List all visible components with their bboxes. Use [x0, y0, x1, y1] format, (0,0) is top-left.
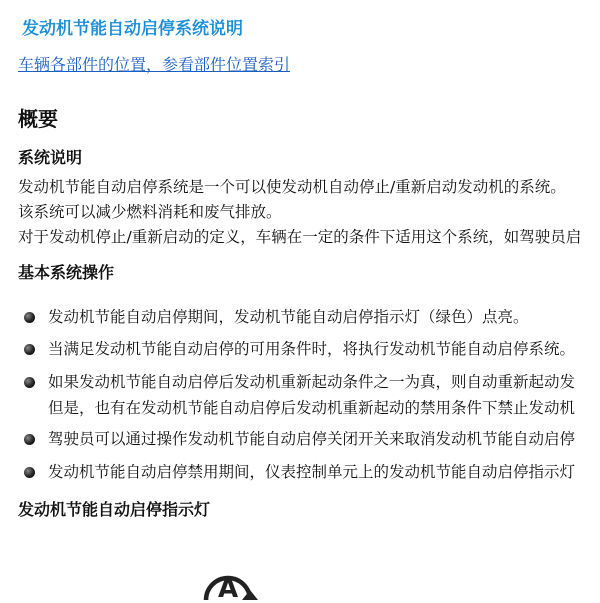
list-item-text: 驾驶员可以通过操作发动机节能自动启停关闭开关来取消发动机节能自动启停	[48, 430, 576, 448]
overview-heading: 概要	[18, 107, 58, 131]
overview-paragraph-2: 该系统可以减少燃料消耗和废气排放。	[18, 203, 282, 221]
bullet-icon	[24, 312, 35, 323]
list-item-text: 当满足发动机节能自动启停的可用条件时，将执行发动机节能自动启停系统。	[48, 340, 576, 358]
list-item-text: 但是，也有在发动机节能自动启停后发动机重新起动的禁用条件下禁止发动机	[48, 399, 576, 417]
bullet-icon	[24, 467, 35, 478]
list-item-text: 发动机节能自动启停禁用期间，仪表控制单元上的发动机节能自动启停指示灯	[48, 463, 576, 481]
auto-stop-start-icon	[190, 550, 270, 603]
overview-paragraph-3: 对于发动机停止/重新启动的定义，车辆在一定的条件下适用这个系统，如驾驶员启	[18, 228, 582, 246]
bullet-icon	[24, 344, 35, 355]
list-item-text: 如果发动机节能自动启停后发动机重新起动条件之一为真，则自动重新起动发	[48, 373, 576, 391]
bullet-icon	[24, 377, 35, 388]
overview-paragraph-1: 发动机节能自动启停系统是一个可以使发动机自动停止/重新启动发动机的系统。	[18, 178, 566, 196]
bullet-icon	[24, 434, 35, 445]
indicator-heading: 发动机节能自动启停指示灯	[18, 500, 211, 519]
component-location-index-link[interactable]: 车辆各部件的位置，参看部件位置索引	[18, 55, 291, 74]
icon-letter: A	[217, 574, 239, 603]
basic-operation-heading: 基本系统操作	[18, 263, 115, 282]
list-item-text: 发动机节能自动启停期间，发动机节能自动启停指示灯（绿色）点亮。	[48, 308, 529, 326]
page-title: 发动机节能自动启停系统说明	[22, 19, 243, 39]
system-description-heading: 系统说明	[18, 148, 83, 167]
